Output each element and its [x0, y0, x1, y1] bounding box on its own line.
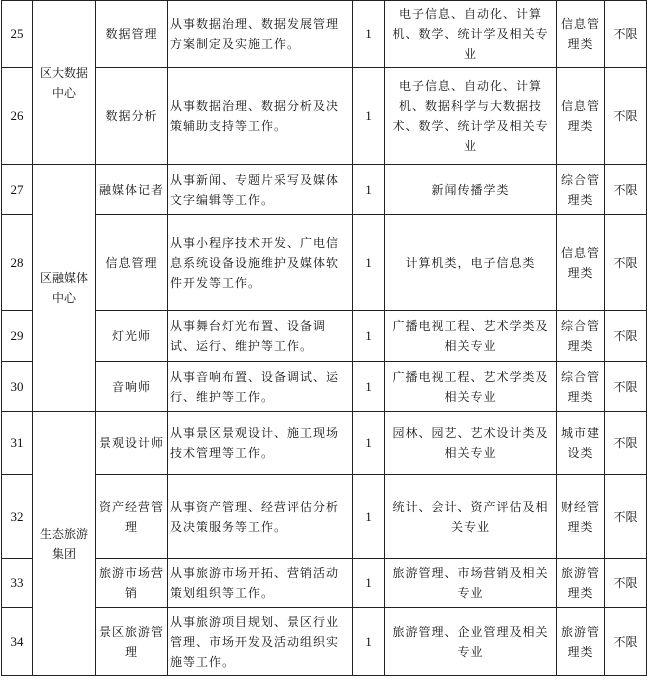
note: 不限 — [605, 475, 647, 559]
note: 不限 — [605, 608, 647, 676]
table-row — [2, 608, 647, 676]
post-name: 数据管理 — [96, 1, 168, 68]
post-duty: 从事新闻、专题片采写及媒体文字编辑等工作。 — [168, 165, 353, 215]
major-requirement: 广播电视工程、艺术学类及相关专业 — [385, 311, 557, 362]
note: 不限 — [605, 1, 647, 68]
hiring-count: 1 — [353, 215, 385, 311]
major-requirement: 新闻传播学类 — [385, 165, 557, 215]
row-number: 30 — [2, 362, 33, 412]
post-name: 音响师 — [96, 362, 168, 412]
hiring-count: 1 — [353, 68, 385, 165]
unit-name: 生态旅游集团 — [33, 412, 96, 676]
post-duty: 从事数据治理、数据发展管理方案制定及实施工作。 — [168, 1, 353, 68]
major-requirement: 园林、园艺、艺术设计类及相关专业 — [385, 412, 557, 475]
hiring-count: 1 — [353, 165, 385, 215]
post-duty: 从事数据治理、数据分析及决策辅助支持等工作。 — [168, 68, 353, 165]
table-row — [2, 362, 647, 412]
major-requirement: 电子信息、自动化、计算机、数据科学与大数据技术、数学、统计学及相关专业 — [385, 68, 557, 165]
post-name: 资产经营管理 — [96, 475, 168, 559]
hiring-count: 1 — [353, 412, 385, 475]
major-requirement: 旅游管理、企业管理及相关专业 — [385, 608, 557, 676]
row-number: 25 — [2, 1, 33, 68]
post-duty: 从事音响布置、设备调试、运行、维护等工作。 — [168, 362, 353, 412]
major-requirement: 计算机类，电子信息类 — [385, 215, 557, 311]
table-row — [2, 165, 647, 215]
table-row — [2, 1, 647, 68]
row-number: 31 — [2, 412, 33, 475]
post-category: 信息管理类 — [557, 215, 605, 311]
table-row — [2, 215, 647, 311]
table-row — [2, 311, 647, 362]
post-duty: 从事旅游项目规划、景区行业管理、市场开发及活动组织实施等工作。 — [168, 608, 353, 676]
post-category: 综合管理类 — [557, 362, 605, 412]
major-requirement: 电子信息、自动化、计算机、数学、统计学及相关专业 — [385, 1, 557, 68]
post-name: 信息管理 — [96, 215, 168, 311]
post-category: 城市建设类 — [557, 412, 605, 475]
table-row — [2, 559, 647, 608]
hiring-count: 1 — [353, 311, 385, 362]
row-number: 29 — [2, 311, 33, 362]
post-duty: 从事小程序技术开发、广电信息系统设备设施维护及媒体软件开发等工作。 — [168, 215, 353, 311]
note: 不限 — [605, 559, 647, 608]
post-name: 景区旅游管理 — [96, 608, 168, 676]
post-name: 融媒体记者 — [96, 165, 168, 215]
row-number: 27 — [2, 165, 33, 215]
hiring-count: 1 — [353, 475, 385, 559]
unit-name: 区大数据中心 — [33, 1, 96, 165]
table-row — [2, 412, 647, 475]
row-number: 26 — [2, 68, 33, 165]
hiring-count: 1 — [353, 608, 385, 676]
row-number: 33 — [2, 559, 33, 608]
major-requirement: 广播电视工程、艺术学类及相关专业 — [385, 362, 557, 412]
post-name: 景观设计师 — [96, 412, 168, 475]
unit-name: 区融媒体中心 — [33, 165, 96, 412]
row-number: 34 — [2, 608, 33, 676]
post-duty: 从事舞台灯光布置、设备调试、运行、维护等工作。 — [168, 311, 353, 362]
note: 不限 — [605, 165, 647, 215]
note: 不限 — [605, 412, 647, 475]
post-category: 综合管理类 — [557, 311, 605, 362]
post-name: 灯光师 — [96, 311, 168, 362]
table-row — [2, 68, 647, 165]
note: 不限 — [605, 68, 647, 165]
post-category: 信息管理类 — [557, 68, 605, 165]
post-duty: 从事资产管理、经营评估分析及决策服务等工作。 — [168, 475, 353, 559]
post-category: 旅游管理类 — [557, 559, 605, 608]
major-requirement: 旅游管理、市场营销及相关专业 — [385, 559, 557, 608]
post-category: 信息管理类 — [557, 1, 605, 68]
hiring-count: 1 — [353, 559, 385, 608]
recruitment-table-page — [1, 0, 646, 681]
row-number: 28 — [2, 215, 33, 311]
post-name: 数据分析 — [96, 68, 168, 165]
post-category: 旅游管理类 — [557, 608, 605, 676]
post-name: 旅游市场营销 — [96, 559, 168, 608]
row-number: 32 — [2, 475, 33, 559]
hiring-count: 1 — [353, 1, 385, 68]
post-duty: 从事景区景观设计、施工现场技术管理等工作。 — [168, 412, 353, 475]
hiring-count: 1 — [353, 362, 385, 412]
table-row — [2, 475, 647, 559]
note: 不限 — [605, 362, 647, 412]
post-category: 财经管理类 — [557, 475, 605, 559]
major-requirement: 统计、会计、资产评估及相关专业 — [385, 475, 557, 559]
post-duty: 从事旅游市场开拓、营销活动策划组织等工作。 — [168, 559, 353, 608]
note: 不限 — [605, 215, 647, 311]
note: 不限 — [605, 311, 647, 362]
post-category: 综合管理类 — [557, 165, 605, 215]
recruitment-table — [1, 0, 647, 676]
